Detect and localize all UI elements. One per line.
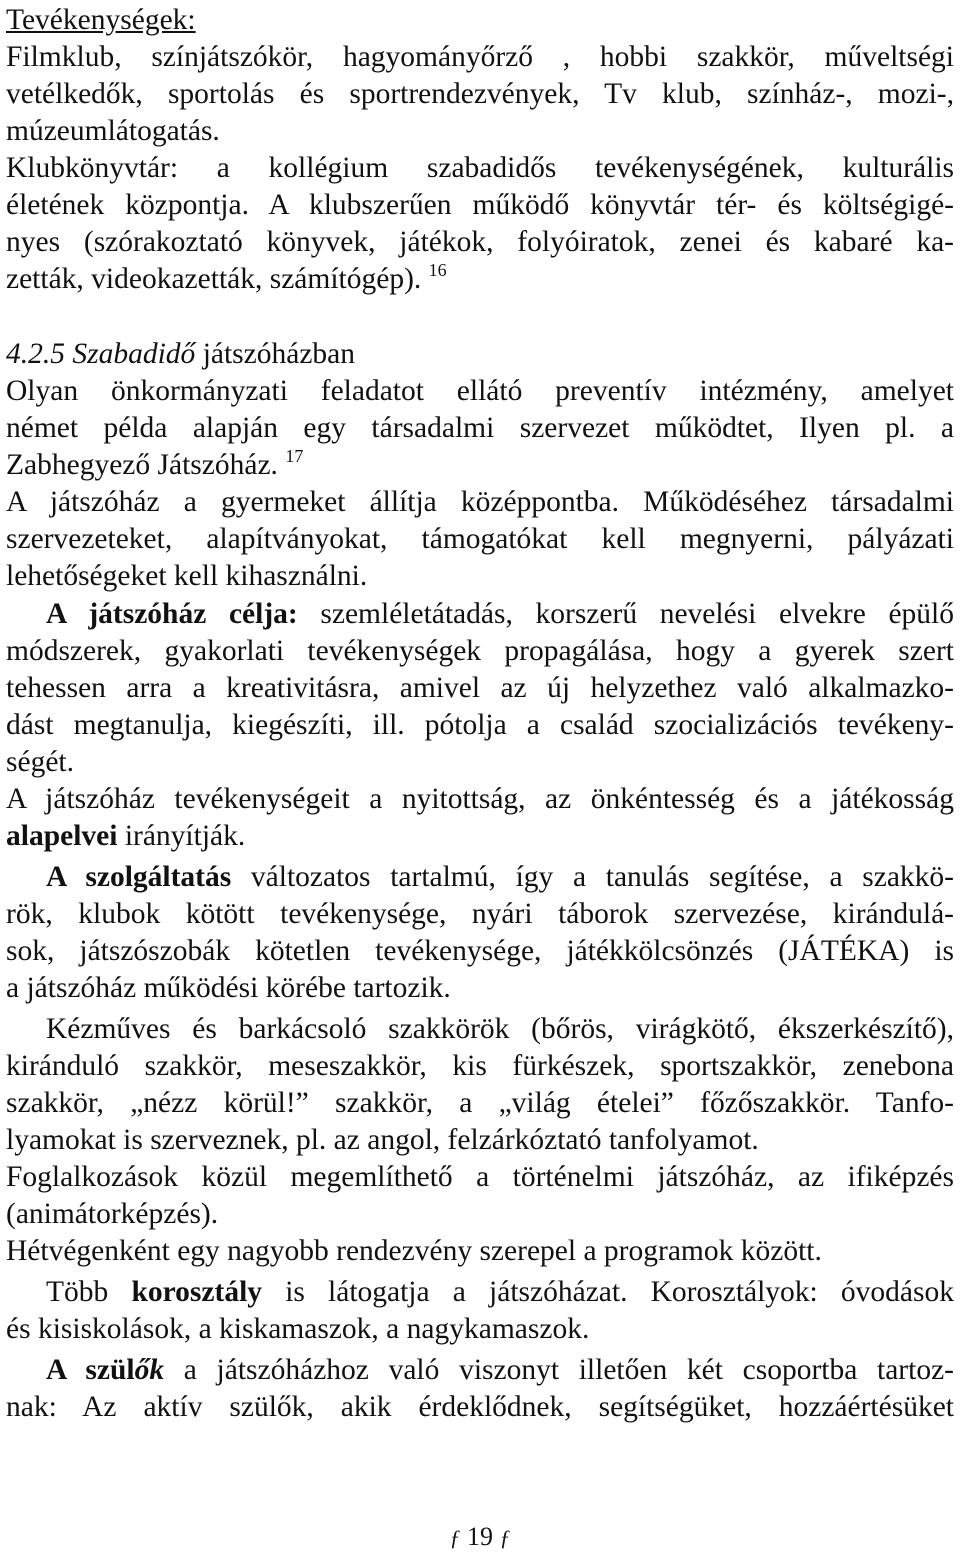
text-line: életének központja. A klubszerűen működő könyvtár tér- és költségigé- bbox=[6, 189, 954, 221]
text-line: Filmklub, színjátszókör, hagyományőrző , hobbi szakkör, műveltségi bbox=[6, 41, 954, 73]
heading-tevekenysegek: Tevékenységek: bbox=[6, 4, 196, 36]
text-line: nyes (szórakoztató könyvek, játékok, folyóiratok, zenei és kabaré ka- bbox=[6, 226, 954, 258]
text-line: dást megtanulja, kiegészíti, ill. pótolja a család szocializációs tevékeny- bbox=[6, 709, 954, 741]
text-line: A szülők a játszóházhoz való viszonyt illetően két csoportba tartoz- bbox=[46, 1354, 954, 1386]
text-line: lyamokat is szerveznek, pl. az angol, felzárkóztató tanfolyamot. bbox=[6, 1124, 759, 1156]
text-line: Klubkönyvtár: a kollégium szabadidős tevékenységének, kulturális bbox=[6, 152, 954, 184]
footer-ornament: ƒ bbox=[449, 1525, 461, 1550]
text-line: lehetőségeket kell kihasználni. bbox=[6, 560, 368, 592]
text-line: nak: Az aktív szülők, akik érdeklődnek, segítségüket, hozzáértésüket bbox=[6, 1391, 954, 1423]
text-line: zetták, videokazetták, számítógép). $^{16}$ bbox=[6, 260, 447, 295]
text-line: és kisiskolások, a kiskamaszok, a nagykamaszok. bbox=[6, 1313, 590, 1345]
text-line: múzeumlátogatás. bbox=[6, 115, 220, 147]
text-line: Több korosztály is látogatja a játszóházat. Korosztályok: óvodások bbox=[46, 1276, 954, 1308]
text-line: Foglalkozások közül megemlíthető a történelmi játszóház, az ifiképzés bbox=[6, 1161, 954, 1193]
text-line: Olyan önkormányzati feladatot ellátó preventív intézmény, amelyet bbox=[6, 375, 954, 407]
text-line: szakkör, „nézz körül!” szakkör, a „világ ételei” főzőszakkör. Tanfo- bbox=[6, 1087, 954, 1119]
text-line: német példa alapján egy társadalmi szervezet működtet, Ilyen pl. a bbox=[6, 412, 954, 444]
page-number: 19 bbox=[467, 1522, 493, 1551]
text-line: szervezeteket, alapítványokat, támogatókat kell megnyerni, pályázati bbox=[6, 523, 954, 555]
text-line: tehessen arra a kreativitásra, amivel az új helyzethez való alkalmazko- bbox=[6, 672, 954, 704]
text-line: (animátorképzés). bbox=[6, 1198, 219, 1230]
text-line: vetélkedők, sportolás és sportrendezvények, Tv klub, színház-, mozi-, bbox=[6, 78, 954, 110]
text-line: sok, játszószobák kötetlen tevékenysége, játékkölcsönzés (JÁTÉKA) is bbox=[6, 935, 954, 967]
text-line: Zabhegyező Játszóház. $^{17}$ bbox=[6, 446, 304, 481]
page-footer bbox=[0, 1522, 960, 1553]
text-line: A szolgáltatás változatos tartalmú, így a tanulás segítése, a szakkö- bbox=[46, 861, 954, 893]
section-heading: 4.2.5 Szabadidő játszóházban bbox=[6, 338, 356, 370]
text-line: Hétvégenként egy nagyobb rendezvény szerepel a programok között. bbox=[6, 1235, 822, 1267]
footnote-ref: 16 bbox=[428, 260, 447, 280]
text-line: rök, klubok kötött tevékenysége, nyári táborok szervezése, kirándulá- bbox=[6, 898, 954, 930]
text-line: alapelvei irányítják. bbox=[6, 820, 246, 852]
text-line: ségét. bbox=[6, 746, 74, 778]
text-line: módszerek, gyakorlati tevékenységek propagálása, hogy a gyerek szert bbox=[6, 635, 954, 667]
text-line: Kézműves és barkácsoló szakkörök (bőrös, virágkötő, ékszerkészítő), bbox=[46, 1013, 954, 1045]
footer-ornament: ƒ bbox=[499, 1525, 511, 1550]
section-number-title: 4.2.5 Szabadidő bbox=[6, 338, 196, 370]
text-line: A játszóház célja: szemléletátadás, korszerű nevelési elvekre épülő bbox=[46, 598, 954, 630]
text-line: A játszóház a gyermeket állítja középpontba. Működéséhez társadalmi bbox=[6, 486, 954, 518]
text-line: kiránduló szakkör, meseszakkör, kis fürkészek, sportszakkör, zenebona bbox=[6, 1050, 954, 1082]
text-line: a játszóház működési körébe tartozik. bbox=[6, 972, 451, 1004]
text-line: A játszóház tevékenységeit a nyitottság, az önkéntesség és a játékosság bbox=[6, 783, 954, 815]
footnote-ref: 17 bbox=[285, 446, 304, 466]
